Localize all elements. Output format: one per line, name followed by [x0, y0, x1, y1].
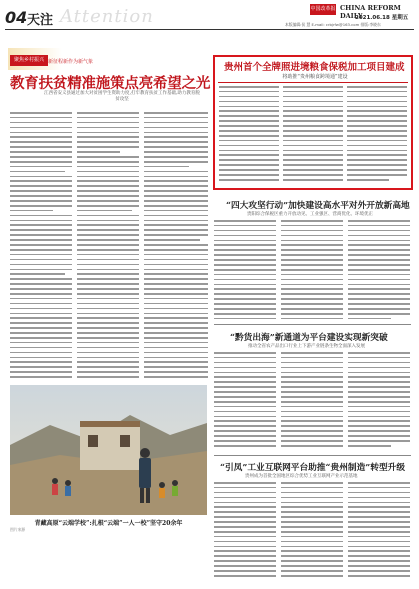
story-four-col-2 — [281, 352, 343, 452]
paper-logo: 中国改革报 — [310, 4, 336, 15]
divider — [214, 455, 411, 456]
topic-banner: 聚焦乡村振兴 — [10, 55, 48, 66]
story-three-col-2 — [281, 220, 343, 322]
kicker: 新征程新作为新气象 — [48, 59, 94, 65]
photo-credit: 图片来源 — [10, 527, 26, 532]
masthead-rule — [5, 29, 414, 30]
boxed-story-subhead: 将助推“贵州粮食跨境通”建设 — [282, 74, 348, 80]
boxed-body-col-3 — [347, 86, 407, 186]
story-five-subhead: 贵州成为首批全国地区综合优势工业互联网产业示范基地 — [245, 474, 358, 479]
issue-date: 2021.06.18 星期五 — [355, 15, 409, 21]
story-three-col-3 — [348, 220, 410, 322]
story-five-headline: “引凤”工业互联网平台助推“贵州制造”转型升级 — [220, 463, 406, 473]
story-four-headline: “黔货出海”新通道为平台建设实现新突破 — [230, 333, 388, 343]
main-body-col-3 — [144, 112, 208, 380]
boxed-story-headline: 贵州首个全牌照进境粮食保税加工项目建成 — [224, 62, 405, 73]
section-title: 天注 — [27, 13, 54, 28]
section-title-en: Attention — [60, 6, 154, 27]
masthead — [0, 0, 419, 34]
boxed-body-col-2 — [283, 86, 343, 186]
story-three-col-1 — [214, 220, 276, 322]
boxed-body-col-1 — [219, 86, 279, 186]
main-headline: 教育扶贫精准施策点亮希望之光 — [10, 75, 211, 92]
story-four-subhead: 推动全省农产品出口行业上下游产业链条生物全面深入发展 — [248, 344, 365, 349]
paper-name-en: CHINA REFORM DAILY — [340, 4, 401, 20]
page-number: 04 — [5, 8, 28, 27]
divider — [214, 324, 411, 325]
story-three-headline: “四大攻坚行动”加快建设高水平对外开放新高地 — [226, 201, 410, 211]
main-body-col-1 — [10, 112, 72, 380]
boxed-story-rule — [218, 82, 408, 83]
story-five-col-2 — [281, 482, 343, 582]
photo-caption: 青藏高原“云端学校”:扎根“云端”一人一校”坚守20余年 — [34, 520, 183, 527]
main-body-col-2 — [77, 112, 139, 380]
story-five-col-3 — [348, 482, 410, 582]
story-three-subhead: 贵阳综合保税区重力开放动见、工业强区、营商优化、环境优正 — [247, 212, 373, 217]
photo-illustration — [10, 385, 207, 515]
story-four-col-3 — [348, 352, 410, 452]
editor-line: 本版编辑:侯 慧 E-mail: crbjrfw@163.com 排版:李晓东 — [285, 22, 381, 27]
news-photo — [10, 385, 207, 515]
story-four-col-1 — [214, 352, 276, 452]
main-subhead: 江西省安义县通过加大对贫困学生资助力度,打牢教育扶贫工作基础,助力教育脱贫攻坚 — [44, 91, 200, 102]
story-five-col-1 — [214, 482, 276, 582]
